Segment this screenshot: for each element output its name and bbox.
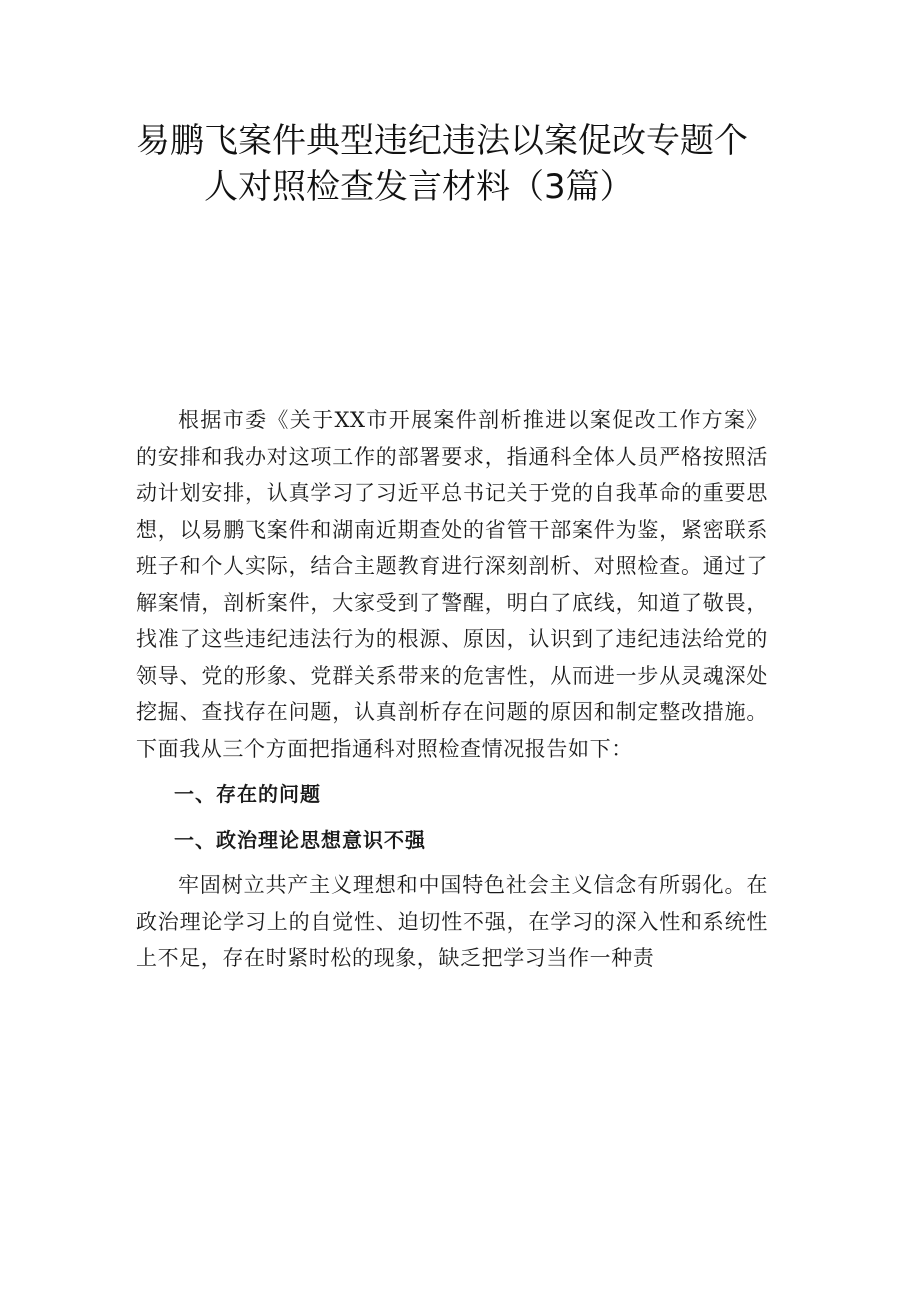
title-line-1: 易鹏飞案件典型违纪违法以案促改专题个 [136, 121, 748, 161]
intro-paragraph: 根据市委《关于XX市开展案件剖析推进以案促改工作方案》的安排和我办对这项工作的部署要求，指通科全体人员严格按照活动计划安排，认真学习了习近平总书记关于党的自我革命的重要思想，以易鹏飞案件和湖南近期查处的省管干部案件为鉴，紧密联系班子和个人实际，结合主题教育进行深刻剖析、对照检查。通过了解案情，剖析案件，大家受到了警醒，明白了底线，知道了敬畏，找准了这些违纪违法行为的根源、原因，认识到了违纪违法给党的领导、党的形象、党群关系带来的危害性，从而进一步从灵魂深处挖掘、查找存在问题，认真剖析存在问题的原因和制定整改措施。下面我从三个方面把指通科对照检查情况报告如下： [136, 408, 768, 761]
section-heading: 一、存在的问题 [174, 782, 321, 806]
subsection-heading: 一、政治理论思想意识不强 [174, 827, 426, 852]
body-paragraph: 牢固树立共产主义理想和中国特色社会主义信念有所弱化。在政治理论学习上的自觉性、迫切性不强，在学习的深入性和系统性上不足，存在时紧时松的现象，缺乏把学习当作一种责 [136, 873, 768, 970]
document-title [120, 118, 800, 210]
document-body [136, 402, 768, 977]
title-line-2: 人对照检查发言材料（3篇） [204, 167, 634, 207]
